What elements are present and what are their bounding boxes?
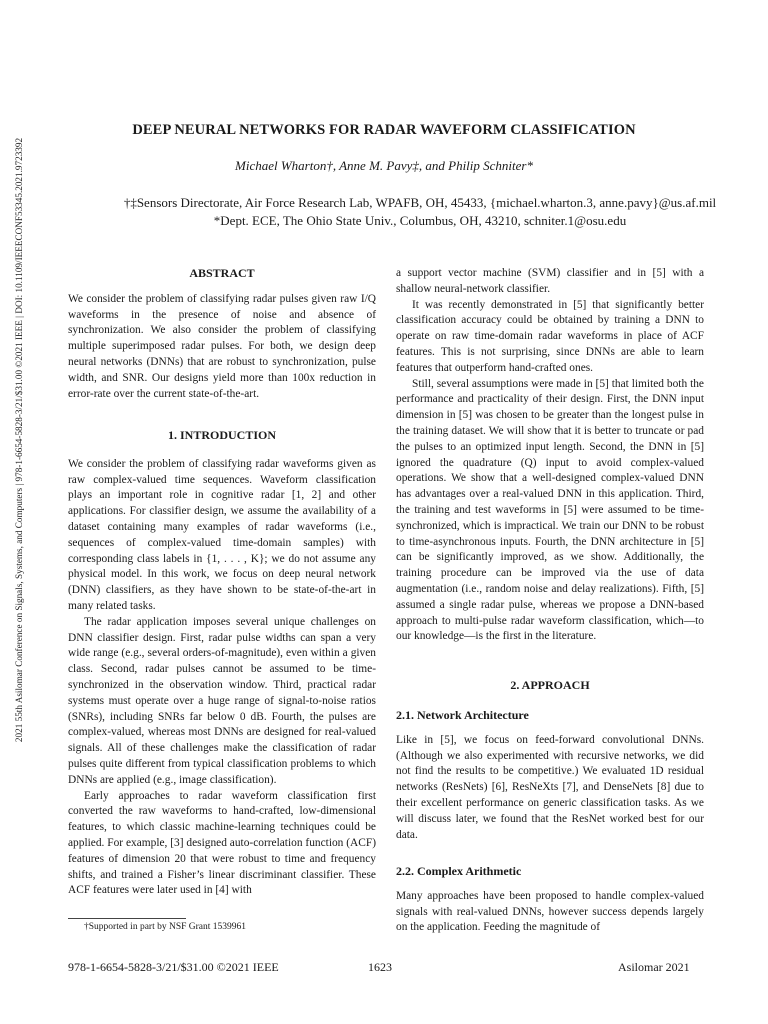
footer-page-number: 1623 — [368, 960, 392, 974]
complex-arithmetic-section — [396, 864, 704, 936]
intro-paragraph-2: The radar application imposes several unique challenges on DNN classifier design. First, radar pulse widths can span a very wide range (e.g., several orders-of-magnitude), even within a given class. Second, radar pulses cannot be assumed to be time-synchronized in the observation window. Third, practical radar systems must operate over a huge range of signal-to-noise ratios (SNRs), including SNRs far below 0 dB. Fourth, the pulses are complex-valued, whereas most DNNs are designed for real-valued signals. All of these challenges make the classification of radar pulses quite different from typical classification problems to which DNNs are applied (e.g., image classification). — [68, 615, 376, 786]
network-architecture-text: Like in [5], we focus on feed-forward convolutional DNNs. (Although we also experimented with recursive networks, we did not find the results to be competitive.) We evaluated 1D residual networks (ResNets) [6], ResNeXts [7], and DenseNets [8] due to their excellent performance on generic classification tasks. As we will discuss later, we found that the ResNet worked best for our data. — [396, 733, 704, 841]
abstract-section — [68, 266, 376, 402]
right-column-top — [396, 266, 704, 645]
intro-paragraph-1: We consider the problem of classifying radar waveforms given as raw complex-valued time sequences. Waveform classification plays an important role in cognitive radar [1, 2] and other applications. For classifier design, we assume the availability of a dataset containing many examples of radar waveforms (i.e., sequences of complex-valued time-domain samples) with corresponding class labels in {1, . . . , K}; we do not assume any physical model. In this work, we focus on deep neural network (DNN) classifiers, as they have shown to be state-of-the-art in many related tasks. — [68, 457, 376, 612]
right-paragraph-2: It was recently demonstrated in [5] that significantly better classification accuracy could be obtained by training a DNN to operate on raw time-domain radar waveforms in place of ACF features. This is not surprising, since DNNs are able to learn features that outperform hand-crafted ones. — [396, 298, 704, 374]
affiliation-2: *Dept. ECE, The Ohio State Univ., Columbus, OH, 43210, schniter.1@osu.edu — [213, 213, 627, 228]
approach-heading: 2. APPROACH — [510, 678, 590, 692]
doi-sidebar-text: 2021 55th Asilomar Conference on Signals, Systems, and Computers | 978-1-6654-5828-3/21/$31.00 ©2021 IEEE | DOI: 10.1109/IEEECONF53345.2021.9723392 — [14, 137, 25, 743]
paper-authors: Michael Wharton†, Anne M. Pavy‡, and Philip Schniter* — [235, 158, 533, 173]
affiliation-1: †‡Sensors Directorate, Air Force Research Lab, WPAFB, OH, 45433, {michael.wharton.3, anne.pavy}@us.af.mil — [123, 195, 717, 210]
footnote-rule — [68, 918, 186, 919]
network-architecture-heading: 2.1. Network Architecture — [396, 708, 529, 722]
complex-arithmetic-heading: 2.2. Complex Arithmetic — [396, 864, 522, 878]
right-paragraph-3: Still, several assumptions were made in [5] that limited both the performance and practicality of their design. First, the DNN input dimension in [5] was chosen to be greater than the longest pulse in the training dataset. We will show that it is better to truncate or pad the pulses to an optimized input length. Second, the DNN in [5] ignored the quadrature (Q) input to avoid complex-valued operations. We show that a well-designed complex-valued DNN has advantages over a real-valued DNN in this application. Third, the training and test waveforms in [5] were assumed to be time-synchronized, which is impractical. We train our DNN to be robust to time-asynchronous inputs. Fourth, the DNN architecture in [5] can be significantly improved, as we show. Additionally, the training procedure can be improved via the use of data augmentation (i.e., random noise and delay realizations). Fifth, [5] assumed a single radar pulse, whereas we propose a DNN-based approach to multi-pulse radar waveform classification, which—to our knowledge—is the first in the literature. — [396, 377, 704, 643]
abstract-heading: ABSTRACT — [189, 266, 255, 280]
network-architecture-section — [396, 708, 704, 843]
introduction-section — [68, 428, 376, 899]
approach-heading-block — [396, 678, 704, 694]
funding-footnote: †Supported in part by NSF Grant 1539961 — [84, 922, 247, 932]
paper-title: DEEP NEURAL NETWORKS FOR RADAR WAVEFORM CLASSIFICATION — [132, 122, 636, 138]
footer-isbn: 978-1-6654-5828-3/21/$31.00 ©2021 IEEE — [68, 960, 279, 974]
abstract-text: We consider the problem of classifying radar pulses given raw I/Q waveforms in the presence of noise and absence of synchronization. We also consider the problem of classifying multiple superimposed radar pulses. For both, we design deep neural networks (DNNs) that are robust to synchronization, pulse width, and SNR. Our designs yield more than 100x reduction in error-rate over the current state-of-the-art. — [68, 292, 376, 400]
footer-venue: Asilomar 2021 — [618, 960, 690, 974]
introduction-heading: 1. INTRODUCTION — [167, 428, 276, 442]
intro-paragraph-3: Early approaches to radar waveform classification first converted the raw waveforms to hand-crafted, low-dimensional features, to which classic machine-learning techniques could be applied. For example, [3] designed auto-correlation function (ACF) features of dimension 20 that were robust to time and frequency shifts, and trained a Fisher’s linear discriminant classifier. These ACF features were later used in [4] with — [68, 789, 376, 897]
complex-arithmetic-text: Many approaches have been proposed to handle complex-valued signals with real-valued DNNs, however success depends largely on the application. Feeding the magnitude of — [396, 889, 704, 934]
right-paragraph-1: a support vector machine (SVM) classifier and in [5] with a shallow neural-network classifier. — [396, 267, 704, 295]
doi-sidebar — [8, 20, 30, 860]
